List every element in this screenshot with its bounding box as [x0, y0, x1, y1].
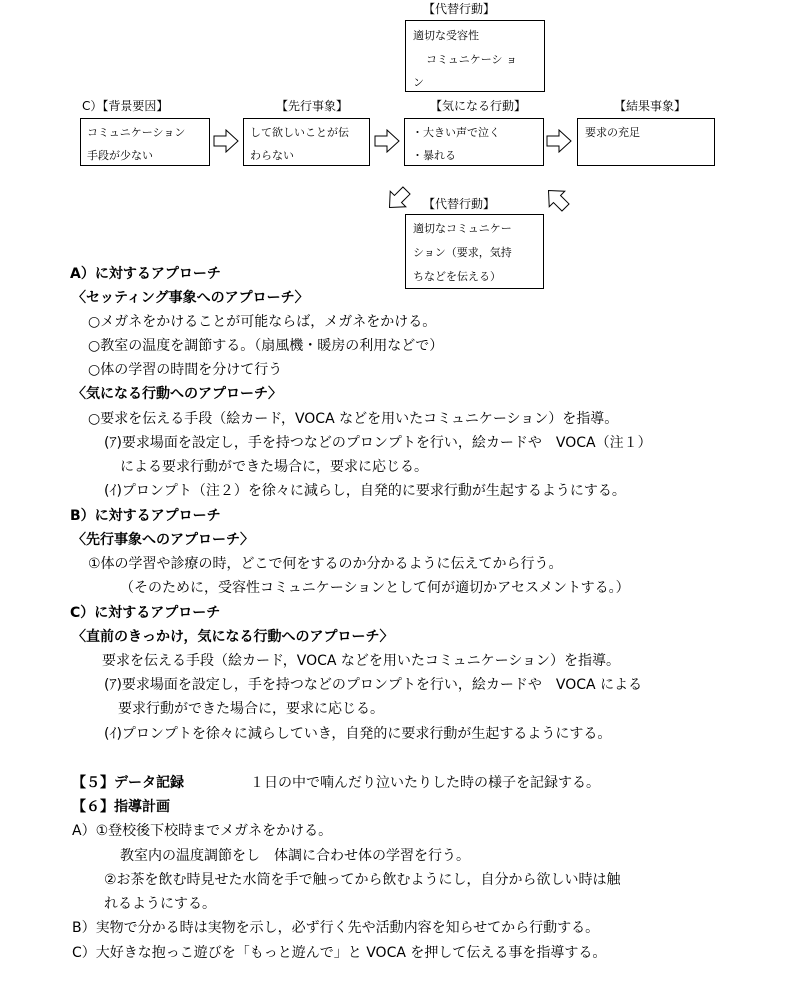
plan-item: A）①登校後下校時までメガネをかける。: [72, 823, 333, 839]
target-behavior-header: 【気になる行動】: [430, 99, 527, 113]
box-line: わらない: [250, 149, 294, 162]
list-item: ①体の学習や診療の時，どこで何をするのか分かるように伝えてから行う。: [88, 556, 563, 572]
list-item: (ｱ)要求場面を設定し，手を持つなどのプロンプトを行い，絵カードや VOCA（注１）: [104, 435, 652, 451]
top-alt-box: [405, 20, 545, 92]
section-heading-a: A）に対するアプローチ: [70, 266, 221, 282]
diagonal-arrow-up-right-icon: [544, 186, 570, 212]
right-arrow-icon: [374, 129, 400, 153]
plan-item-continued: れるようにする。: [104, 896, 216, 912]
list-item-continued: （そのために，受容性コミュニケーションとして何が適切かアセスメントする。）: [120, 580, 630, 596]
background-factor-header: C）【背景要因】: [82, 99, 169, 113]
box-line: コミュニケーション: [87, 126, 186, 139]
background-factor-box: [80, 118, 210, 166]
bottom-alt-line: ちなどを伝える）: [413, 270, 501, 283]
list-item: ○体の学習の時間を分けて行う: [88, 362, 283, 378]
subsection-heading: 〈気になる行動へのアプローチ〉: [72, 386, 282, 402]
section-heading-b: B）に対するアプローチ: [70, 508, 221, 524]
box-line: して欲しいことが伝: [250, 126, 349, 139]
right-arrow-icon: [213, 129, 239, 153]
top-alt-line: コミュニケーシ ョ: [426, 53, 518, 66]
plan-item-continued: 教室内の温度調節をし 体調に合わせ体の学習を行う。: [120, 848, 470, 864]
box-line: 手段が少ない: [87, 149, 153, 162]
plan-item: C）大好きな抱っこ遊びを「もっと遊んで」と VOCA を押して伝える事を指導する。: [72, 945, 607, 961]
antecedent-box: [243, 118, 370, 166]
subsection-heading: 〈先行事象へのアプローチ〉: [72, 532, 254, 548]
list-item: (ｱ)要求場面を設定し，手を持つなどのプロンプトを行い，絵カードや VOCA による: [104, 677, 643, 693]
list-item: ○教室の温度を調節する。（扇風機・暖房の利用などで）: [88, 338, 444, 354]
data-record-heading: 【５】データ記録: [72, 775, 184, 791]
subsection-heading: 〈セッティング事象へのアプローチ〉: [72, 290, 309, 306]
consequence-header: 【結果事象】: [614, 99, 687, 113]
list-item: (ｲ)プロンプトを徐々に減らしていき，自発的に要求行動が生起するようにする。: [104, 726, 612, 742]
plan-item: ②お茶を飲む時見せた水筒を手で触ってから飲むようにし，自分から欲しい時は触: [104, 872, 621, 888]
consequence-box: [577, 118, 715, 166]
bottom-alt-box: [405, 214, 544, 289]
box-line: ・暴れる: [412, 149, 456, 162]
data-record-text: １日の中で喃んだり泣いたりした時の様子を記録する。: [250, 775, 600, 791]
subsection-heading: 〈直前のきっかけ，気になる行動へのアプローチ〉: [72, 629, 394, 645]
top-alt-header: 【代替行動】: [423, 2, 496, 16]
antecedent-header: 【先行事象】: [276, 99, 349, 113]
list-item-continued: 要求行動ができた場合に，要求に応じる。: [118, 701, 384, 717]
diagonal-arrow-down-left-icon: [385, 186, 411, 212]
list-item: ○メガネをかけることが可能ならば，メガネをかける。: [88, 314, 437, 330]
top-alt-line: ン: [413, 76, 424, 89]
plan-item: B）実物で分かる時は実物を示し，必ず行く先や活動内容を知らせてから行動する。: [72, 920, 600, 936]
bottom-alt-line: 適切なコミュニケー: [413, 222, 512, 235]
top-alt-line: 適切な受容性: [413, 29, 479, 42]
guidance-plan-heading: 【６】指導計画: [72, 799, 170, 815]
bottom-alt-header: 【代替行動】: [423, 197, 496, 211]
section-heading-c: C）に対するアプローチ: [70, 605, 221, 621]
list-item: (ｲ)プロンプト（注２）を徐々に減らし，自発的に要求行動が生起するようにする。: [104, 483, 626, 499]
list-item-continued: による要求行動ができた場合に，要求に応じる。: [120, 459, 428, 475]
box-line: 要求の充足: [585, 126, 640, 139]
list-item: ○要求を伝える手段（絵カード，VOCA などを用いたコミュニケーション）を指導。: [88, 411, 619, 427]
right-arrow-icon: [546, 129, 572, 153]
target-behavior-box: [404, 118, 544, 166]
bottom-alt-line: ション（要求，気持: [413, 246, 512, 259]
list-item: 要求を伝える手段（絵カード，VOCA などを用いたコミュニケーション）を指導。: [102, 653, 621, 669]
box-line: ・大きい声で泣く: [412, 126, 500, 139]
